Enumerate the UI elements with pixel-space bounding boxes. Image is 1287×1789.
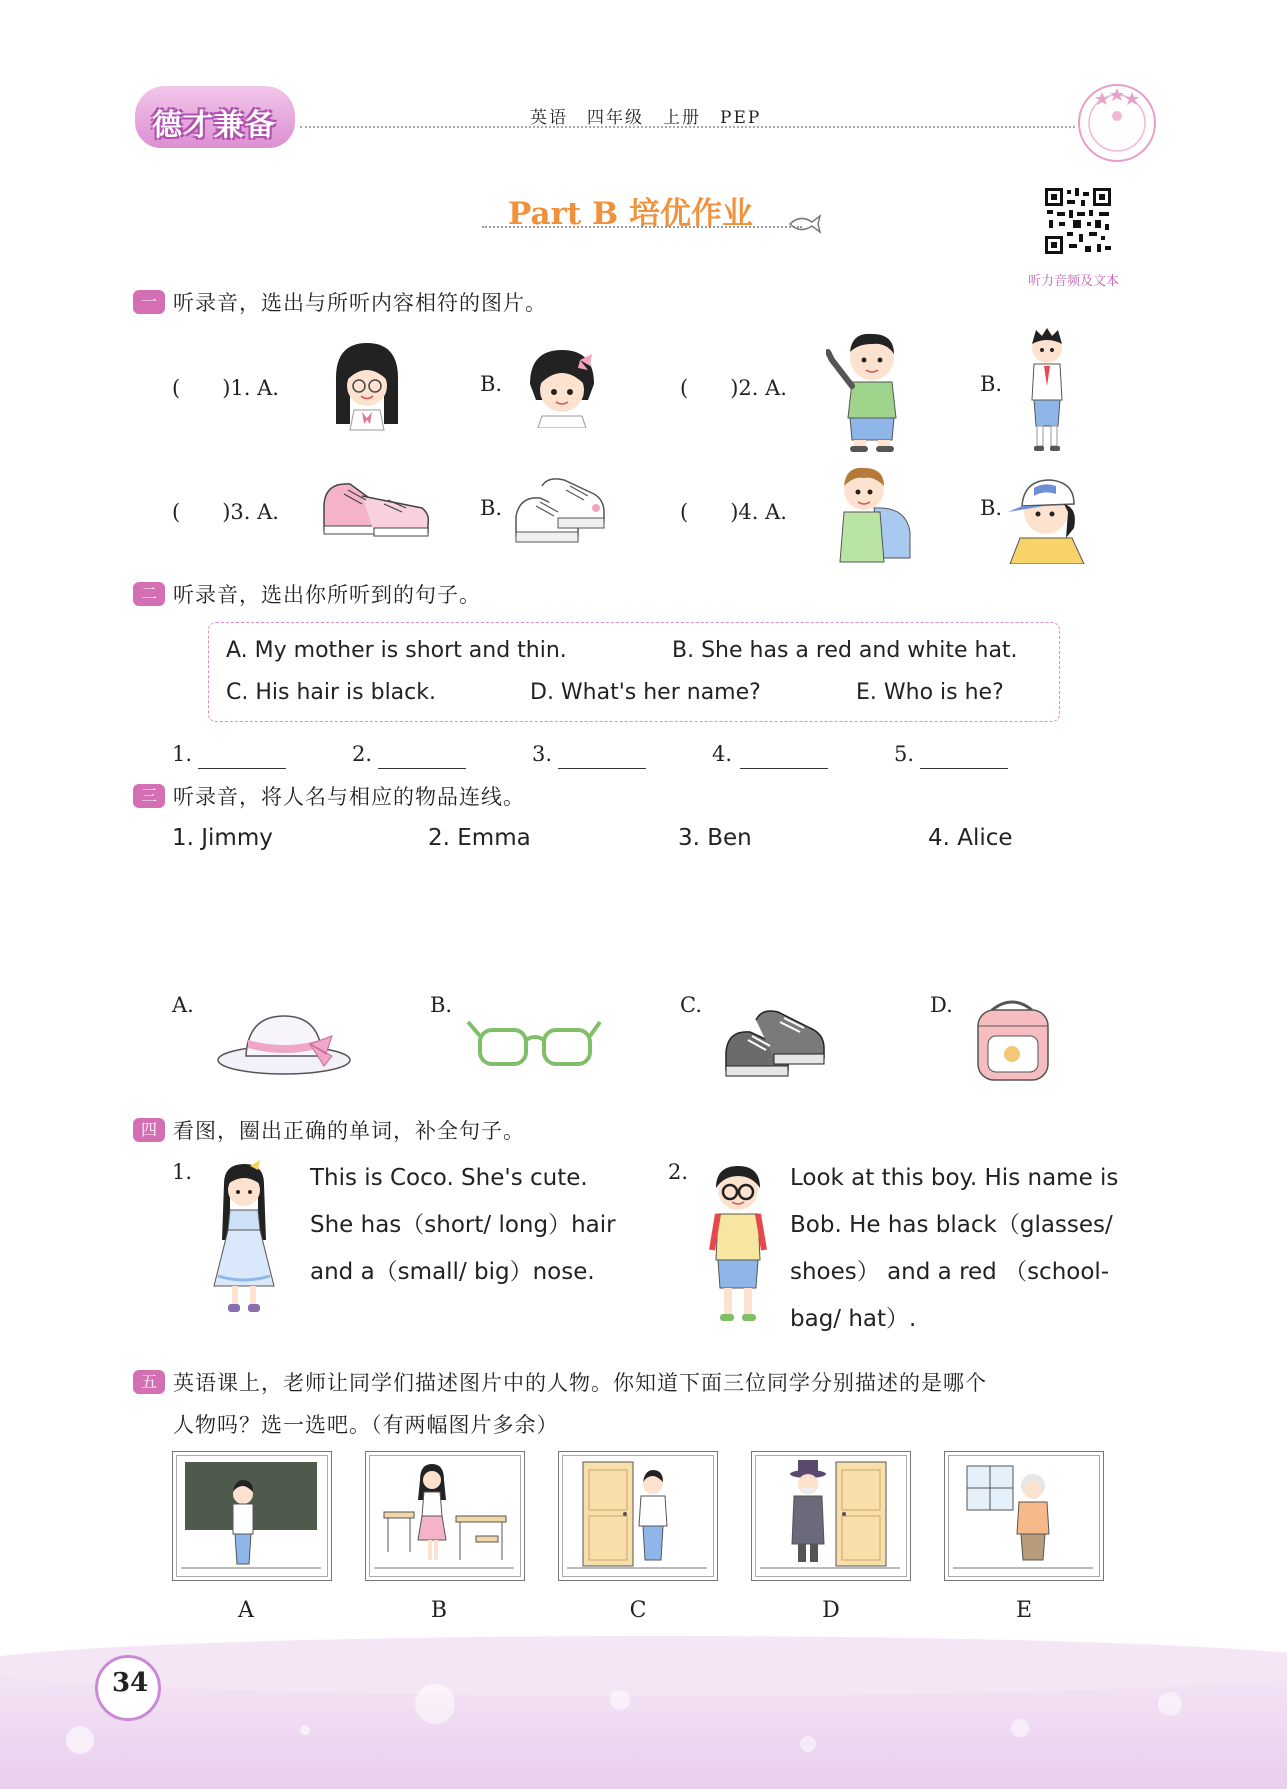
question-1-label: ( )1. A. xyxy=(172,376,279,400)
question-1-option-b: B. xyxy=(480,372,503,396)
name-ben[interactable]: 3. Ben xyxy=(678,825,752,851)
girl-long-hair-glasses-image xyxy=(326,338,408,433)
old-woman-by-window-image xyxy=(945,1452,1101,1578)
picture-label-c: C xyxy=(629,1598,647,1623)
name-alice[interactable]: 4. Alice xyxy=(928,825,1013,851)
sentence-options-box xyxy=(208,622,1060,722)
person-picture-a[interactable] xyxy=(172,1451,332,1581)
bob-boy-image xyxy=(702,1160,774,1330)
fish-icon xyxy=(788,214,822,234)
publisher-seal xyxy=(1078,84,1156,162)
picture-label-b: B xyxy=(430,1598,448,1623)
question-4-option-b: B. xyxy=(980,496,1003,520)
section-marker-4: 四 xyxy=(133,1118,165,1142)
answer-blank-3[interactable] xyxy=(558,748,646,769)
section-title-3: 听录音，将人名与相应的物品连线。 xyxy=(173,785,525,809)
boy-with-cap-image xyxy=(1004,468,1096,564)
pink-shoes-image xyxy=(314,474,434,546)
item-c-label: C. xyxy=(680,993,702,1017)
boy-with-backpack-image xyxy=(834,462,914,566)
girl-with-desks-image xyxy=(366,1452,522,1578)
name-jimmy[interactable]: 1. Jimmy xyxy=(172,825,273,851)
paragraph-bob-line-4[interactable]: bag/ hat）. xyxy=(790,1306,917,1332)
paragraph-coco-line-1: This is Coco. She's cute. xyxy=(310,1165,588,1191)
picture-question-2-number: 2. xyxy=(668,1160,689,1184)
answer-blank-1[interactable] xyxy=(198,748,286,769)
answer-number-5: 5. xyxy=(894,742,915,766)
paragraph-coco xyxy=(310,1155,616,1296)
sentence-a: A. My mother is short and thin. xyxy=(226,638,567,663)
section-marker-3: 三 xyxy=(133,784,165,808)
girl-short-hair-bow-image xyxy=(522,346,602,428)
footer-bubbles xyxy=(0,1660,1287,1789)
old-man-with-hat-image xyxy=(752,1452,908,1578)
section-marker-2: 二 xyxy=(133,582,165,606)
grey-sneakers-image[interactable] xyxy=(720,1000,830,1090)
question-2-option-b: B. xyxy=(980,372,1003,396)
white-shoes-image xyxy=(508,472,608,554)
question-3-label: ( )3. A. xyxy=(172,500,279,524)
pink-hat-image[interactable] xyxy=(214,1010,356,1078)
name-emma[interactable]: 2. Emma xyxy=(428,825,531,851)
answer-number-1: 1. xyxy=(172,742,193,766)
paragraph-bob-line-1: Look at this boy. His name is xyxy=(790,1165,1119,1191)
answer-number-2: 2. xyxy=(352,742,373,766)
boy-by-door-image xyxy=(559,1452,715,1578)
sentence-c: C. His hair is black. xyxy=(226,680,436,705)
sentence-e: E. Who is he? xyxy=(856,680,1004,705)
question-4-label: ( )4. A. xyxy=(680,500,787,524)
section-title-5-line-2: 人物吗？选一选吧。（有两幅图片多余） xyxy=(173,1413,559,1437)
paragraph-bob-line-3[interactable]: shoes） and a red （school- xyxy=(790,1259,1110,1285)
paragraph-bob xyxy=(790,1155,1118,1343)
answer-number-3: 3. xyxy=(532,742,553,766)
person-picture-b[interactable] xyxy=(365,1451,525,1581)
answer-blank-2[interactable] xyxy=(378,748,466,769)
person-picture-d[interactable] xyxy=(751,1451,911,1581)
section-title-2: 听录音，选出你所听到的句子。 xyxy=(173,583,481,607)
item-a-label: A. xyxy=(172,993,194,1017)
section-title-1: 听录音，选出与所听内容相符的图片。 xyxy=(173,291,547,315)
sentence-d: D. What's her name? xyxy=(530,680,761,705)
question-3-option-b: B. xyxy=(480,496,503,520)
picture-label-a: A xyxy=(238,1598,254,1623)
coco-girl-image xyxy=(208,1160,280,1320)
question-2-label: ( )2. A. xyxy=(680,376,787,400)
boy-thin-standing-image xyxy=(1022,326,1072,456)
person-picture-c[interactable] xyxy=(558,1451,718,1581)
page-number: 34 xyxy=(112,1668,149,1698)
pink-backpack-image[interactable] xyxy=(970,996,1056,1084)
section-marker-5: 五 xyxy=(133,1370,165,1394)
answer-blank-5[interactable] xyxy=(920,748,1008,769)
teacher-at-blackboard-image xyxy=(173,1452,329,1578)
qr-caption: 听力音频及文本 xyxy=(1028,274,1120,289)
picture-question-1-number: 1. xyxy=(172,1160,193,1184)
section-marker-1: 一 xyxy=(133,290,165,314)
paragraph-coco-line-2[interactable]: She has（short/ long）hair xyxy=(310,1212,616,1238)
person-picture-e[interactable] xyxy=(944,1451,1104,1581)
item-d-label: D. xyxy=(930,993,953,1017)
paragraph-coco-line-3[interactable]: and a（small/ big）nose. xyxy=(310,1259,595,1285)
answer-blank-4[interactable] xyxy=(740,748,828,769)
header-subject: 英语 四年级 上册 PEP xyxy=(530,108,762,128)
boy-pointing-image xyxy=(826,330,912,454)
picture-label-e: E xyxy=(1015,1598,1033,1623)
page-title: Part B 培优作业 xyxy=(508,196,754,232)
brand-logo-text: 德才兼备 xyxy=(152,108,276,143)
answer-number-4: 4. xyxy=(712,742,733,766)
paragraph-bob-line-2[interactable]: Bob. He has black（glasses/ xyxy=(790,1212,1113,1238)
section-title-4: 看图，圈出正确的单词，补全句子。 xyxy=(173,1119,525,1143)
picture-label-d: D xyxy=(822,1598,840,1623)
section-title-5: 英语课上，老师让同学们描述图片中的人物。你知道下面三位同学分别描述的是哪个 xyxy=(173,1371,987,1395)
title-underline xyxy=(482,226,802,228)
green-glasses-image[interactable] xyxy=(466,1016,602,1072)
item-b-label: B. xyxy=(430,993,453,1017)
qr-code[interactable] xyxy=(1043,186,1113,256)
sentence-b: B. She has a red and white hat. xyxy=(672,638,1018,663)
